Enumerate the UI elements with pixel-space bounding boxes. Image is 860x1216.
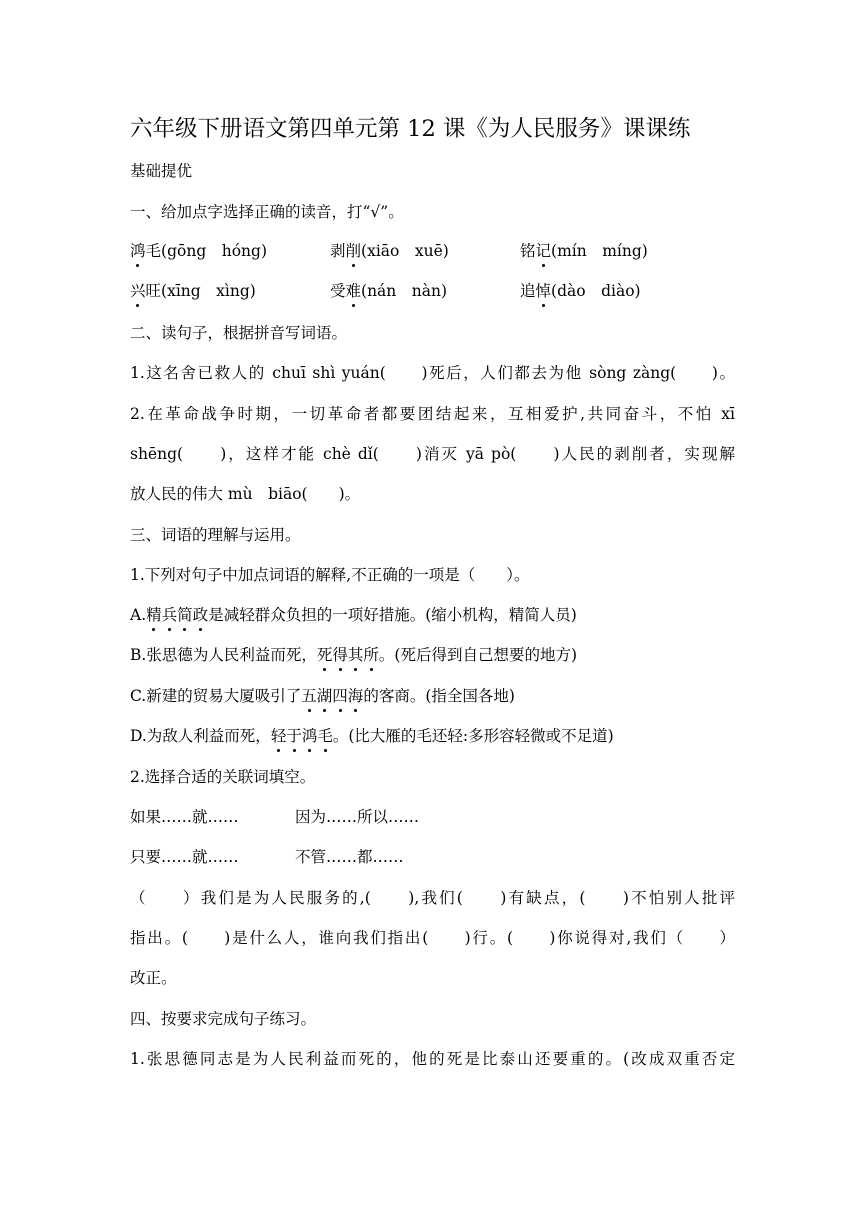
dotted-char: 削: [345, 242, 362, 260]
conjunction-option: 因为……所以……: [295, 808, 420, 826]
dotted-char: 精: [146, 606, 162, 624]
option-d: D.为敌人利益而死，轻于鸿毛。(比大雁的毛还轻:多形容轻微或不足道): [130, 727, 614, 745]
fill-paragraph-line-3: 改正。: [130, 969, 177, 987]
q2-sentence-2-line-2: shēng( )，这样才能 chè dǐ( )消灭 yā pò( )人民的剥削者，实现解: [130, 445, 735, 463]
q1-item: 追悼(dào diào): [520, 282, 641, 300]
q2-sentence-1: 1.这名舍已救人的 chuī shì yuán( )死后，人们都去为他 sòng zàng( )。: [130, 364, 735, 382]
dotted-char: 其: [347, 646, 364, 664]
q3-heading: 三、词语的理解与运用。: [130, 526, 301, 544]
dotted-char: 五: [301, 687, 317, 705]
dotted-char: 湖: [316, 687, 333, 705]
dotted-char: 政: [192, 606, 209, 624]
dotted-word: [317, 646, 379, 664]
q4-heading: 四、按要求完成句子练习。: [130, 1010, 317, 1028]
dotted-word: [301, 687, 363, 705]
dotted-char: 海: [347, 687, 364, 705]
dotted-char: 轻: [270, 727, 287, 745]
option-a: A.精兵简政是减轻群众负担的一项好措施。(缩小机构，精简人员): [130, 606, 577, 624]
fill-paragraph-line-1: （ ）我们是为人民服务的,( ),我们( )有缺点，( )不怕别人批评: [130, 889, 735, 907]
q1-item: 受难(nán nàn): [330, 282, 448, 300]
dotted-word: [271, 727, 333, 745]
q2-heading: 二、读句子，根据拼音写词语。: [130, 324, 348, 342]
dotted-char: 毛: [317, 727, 333, 745]
dotted-char: 所: [363, 646, 379, 664]
page-title: 六年级下册语文第四单元第 12 课《为人民服务》课课练: [130, 116, 691, 142]
conjunction-option: 只要……就……: [130, 848, 239, 866]
q3-sub1: 1.下列对句子中加点词语的解释,不正确的一项是（ ）。: [130, 566, 530, 584]
q1-item: 铭记(mín míng): [520, 242, 648, 260]
q1-item: 剥削(xiāo xuē): [330, 242, 449, 260]
section-label: 基础提优: [130, 162, 193, 180]
dotted-char: 难: [345, 282, 362, 300]
q2-sentence-2-line-3: 放人民的伟大 mù biāo( )。: [130, 485, 361, 503]
option-b: B.张思德为人民利益而死，死得其所。(死后得到自己想要的地方): [130, 646, 577, 664]
dotted-char: 四: [332, 687, 348, 705]
dotted-char: 简: [177, 606, 193, 624]
dotted-char: 得: [332, 646, 348, 664]
dotted-char: 鸿: [301, 727, 318, 745]
q1-item: 兴旺(xīng xìng): [130, 282, 256, 300]
dotted-word: [146, 606, 208, 624]
q3-sub2: 2.选择合适的关联词填空。: [130, 768, 316, 786]
dotted-char: 兵: [161, 606, 178, 624]
dotted-char: 记: [535, 242, 552, 260]
fill-paragraph-line-2: 指出。( )是什么人，谁向我们指出( )行。( )你说得对,我们（ ）: [130, 929, 735, 947]
q2-sentence-2-line-1: 2.在革命战争时期，一切革命者都要团结起来，互相爱护,共同奋斗，不怕 xī: [130, 405, 735, 423]
conjunction-option: 如果……就……: [130, 808, 239, 826]
dotted-char: 死: [316, 646, 333, 664]
q1-item: 鸿毛(gōng hóng): [130, 242, 268, 260]
q1-heading: 一、给加点字选择正确的读音，打“√”。: [130, 203, 404, 221]
dotted-char: 兴: [130, 282, 146, 300]
dotted-char: 于: [286, 727, 302, 745]
option-c: C.新建的贸易大厦吸引了五湖四海的客商。(指全国各地): [130, 687, 515, 705]
conjunction-option: 不管……都……: [295, 848, 404, 866]
dotted-char: 悼: [535, 282, 552, 300]
dotted-char: 鸿: [130, 242, 146, 260]
q4-sentence-1: 1.张思德同志是为人民利益而死的，他的死是比泰山还要重的。(改成双重否定: [130, 1050, 735, 1068]
